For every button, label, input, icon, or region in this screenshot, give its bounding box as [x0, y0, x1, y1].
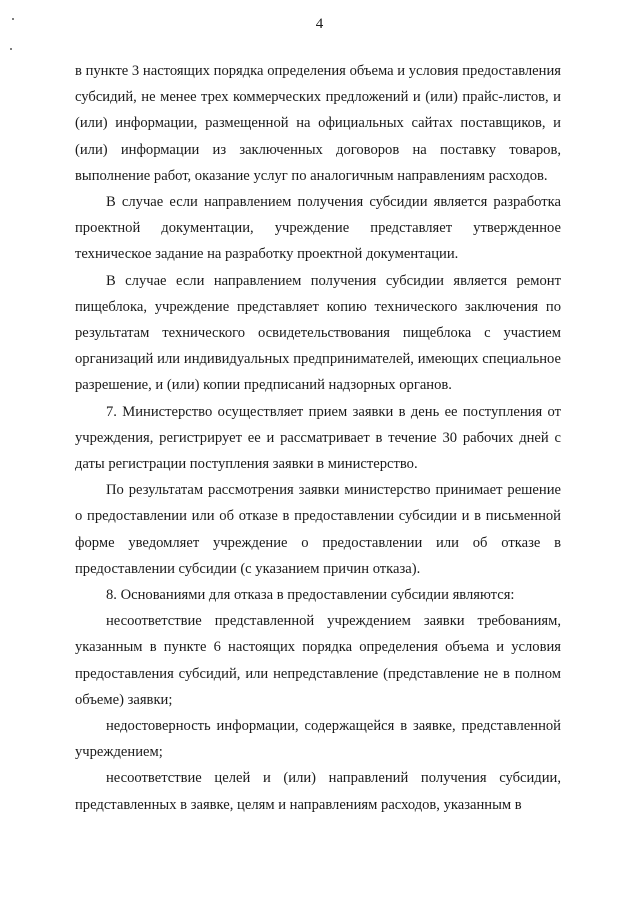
scan-speck [10, 48, 12, 50]
paragraph-continuation: в пункте 3 настоящих порядка определения объема и условия предоставления субсидий, не менее трех коммерческих предложений и (или) прайс-листов, и (или) информации, размещенной на официальных сайтах поставщиков, и (или) информации из заключенных договоров на поставку товаров, выполнение работ, оказание услуг по аналогичным направлениям расходов. [75, 63, 561, 184]
paragraph-refusal-ground-3: несоответствие целей и (или) направлений получения субсидии, представленных в заявке, целям и направлениям расходов, указанным в [75, 770, 561, 813]
document-body [75, 58, 561, 818]
paragraph-kitchen-repair: В случае если направлением получения субсидии является ремонт пищеблока, учреждение представляет копию технического заключения по результатам технического освидетельствования пищеблока с участием организаций или индивидуальных предпринимателей, имеющих специальное разрешение, и (или) копии предписаний надзорных органов. [75, 272, 561, 394]
paragraph-refusal-ground-2: недостоверность информации, содержащейся в заявке, представленной учреждением; [75, 718, 561, 761]
paragraph-refusal-ground-1: несоответствие представленной учреждением заявки требованиям, указанным в пункте 6 настоящих порядка определения объема и условия предоставления субсидий, или непредставление (представление не в полном объеме) заявки; [75, 613, 561, 708]
paragraph-item-7: 7. Министерство осуществляет прием заявки в день ее поступления от учреждения, регистрирует ее и рассматривает в течение 30 рабочих дней с даты регистрации поступления заявки в министерство. [75, 403, 561, 473]
paragraph-design-documentation: В случае если направлением получения субсидии является разработка проектной документации, учреждение представляет утвержденное техническое задание на разработку проектной документации. [75, 194, 561, 263]
paragraph-review-results: По результатам рассмотрения заявки министерство принимает решение о предоставлении или об отказе в предоставлении субсидии и в письменной форме уведомляет учреждение о предоставлении или об отказе в предоставлении субсидии (с указанием причин отказа). [75, 482, 561, 577]
paragraph-item-8: 8. Основаниями для отказа в предоставлении субсидии являются: [106, 587, 515, 604]
page-number: 4 [315, 16, 324, 32]
